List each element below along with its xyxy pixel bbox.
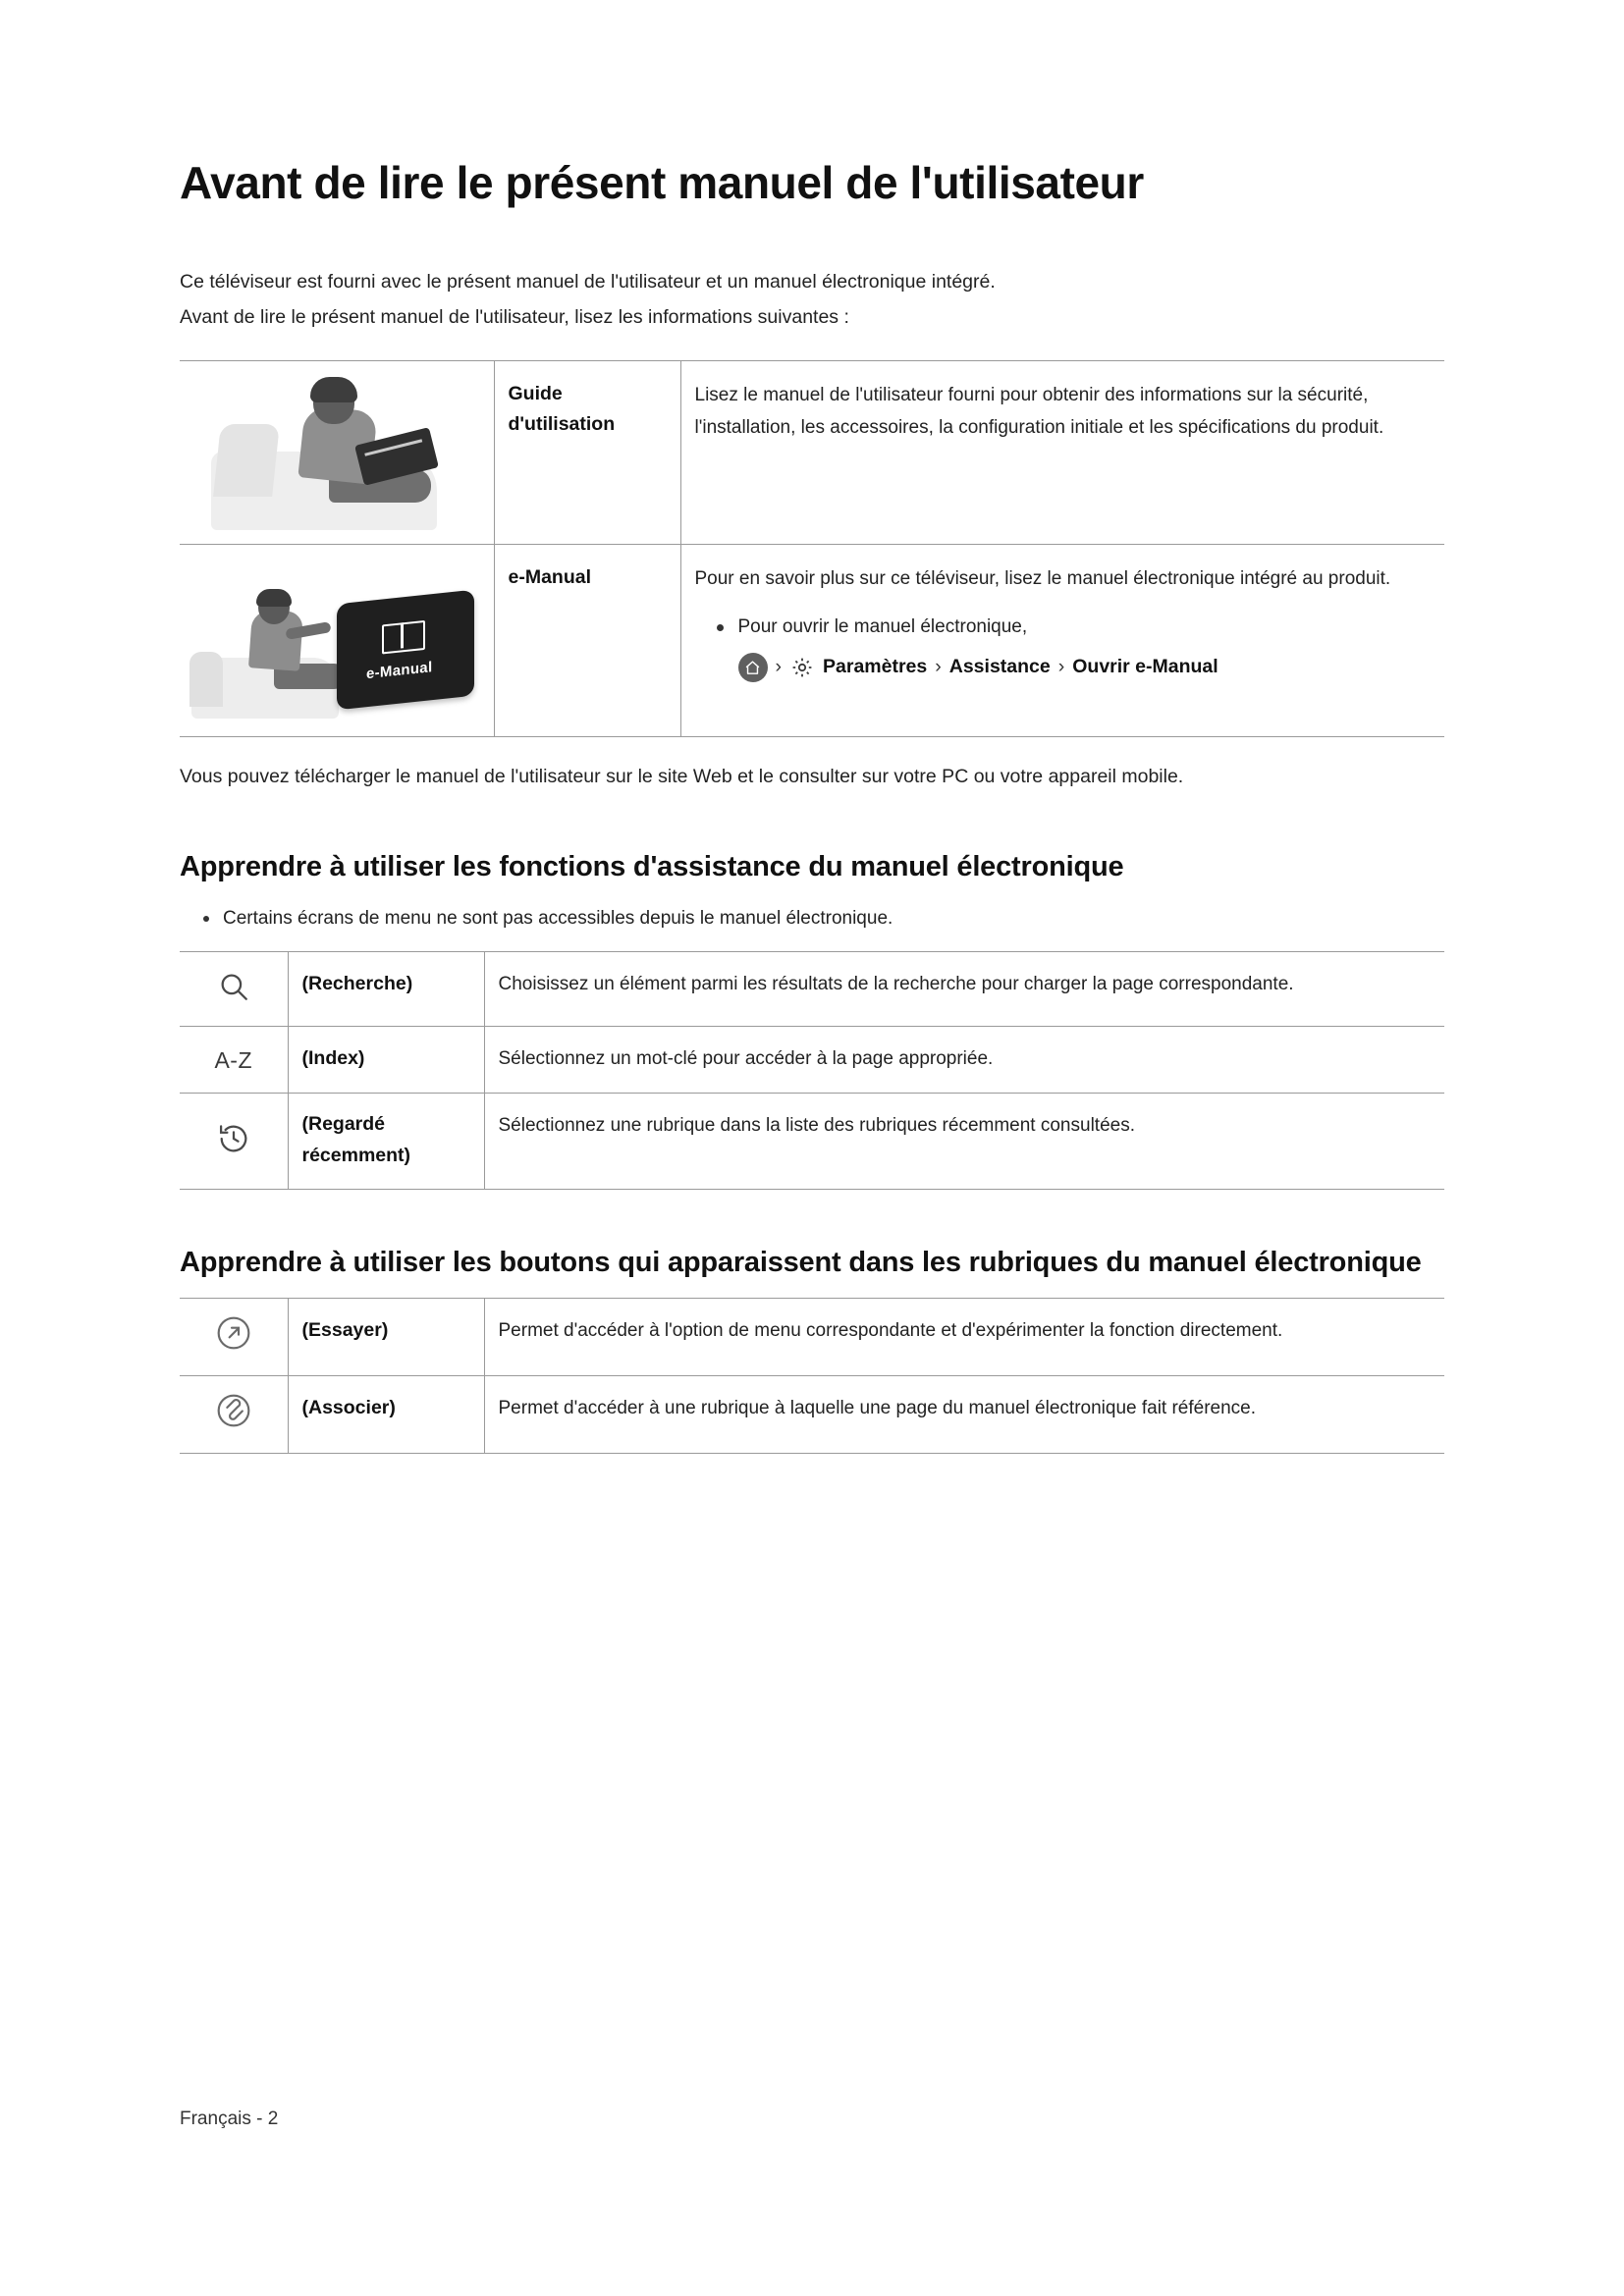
try-label: (Essayer) [301, 1318, 389, 1341]
recent-description-cell: Sélectionnez une rubrique dans la liste des rubriques récemment consultées. [484, 1094, 1444, 1189]
gear-icon [789, 655, 815, 680]
search-icon [211, 964, 256, 1009]
link-icon-cell [180, 1375, 288, 1453]
index-description-cell: Sélectionnez un mot-clé pour accéder à la page appropriée. [484, 1027, 1444, 1094]
topic-buttons-table [180, 1298, 1444, 1455]
download-note: Vous pouvez télécharger le manuel de l'utilisateur sur le site Web et le consulter sur votre PC ou votre appareil mobile. [180, 766, 1184, 788]
try-icon-cell [180, 1298, 288, 1375]
path-separator: › [1057, 656, 1065, 678]
intro-line-1: Ce téléviseur est fourni avec le présent manuel de l'utilisateur et un manuel électronique intégré. [180, 270, 996, 293]
assistance-functions-table [180, 951, 1444, 1190]
page-title: Avant de lire le présent manuel de l'utilisateur [180, 157, 1144, 208]
emanual-description-text: Pour en savoir plus sur ce téléviseur, lisez le manuel électronique intégré au produit. [694, 568, 1391, 590]
table-row [180, 361, 1444, 545]
recent-history-icon [211, 1116, 256, 1161]
table-row [180, 1027, 1444, 1094]
emanual-illustration-cell [180, 545, 494, 737]
search-description-cell: Choisissez un élément parmi les résultats de la recherche pour charger la page correspondante. [484, 951, 1444, 1026]
guide-label-line2: d'utilisation [508, 413, 616, 436]
table-row [180, 1375, 1444, 1453]
list-item: Certains écrans de menu ne sont pas accessibles depuis le manuel électronique. [223, 902, 1446, 935]
emanual-menu-path [738, 650, 1432, 684]
link-paperclip-icon [211, 1388, 256, 1433]
emanual-description-cell [680, 545, 1444, 737]
try-description-cell: Permet d'accéder à l'option de menu correspondante et d'expérimenter la fonction directement. [484, 1298, 1444, 1375]
try-label-cell [288, 1298, 484, 1375]
path-separator: › [775, 656, 782, 678]
emanual-label: e-Manual [508, 566, 592, 589]
link-label: (Associer) [301, 1396, 396, 1418]
intro-paragraph [180, 264, 1446, 335]
path-separator: › [935, 656, 942, 678]
guide-label-line1: Guide [508, 383, 563, 405]
emanual-bullet-text: Pour ouvrir le manuel électronique, [737, 616, 1028, 638]
guide-illustration-cell [180, 361, 494, 545]
search-label: (Recherche) [301, 972, 413, 994]
person-with-remote-emanual-illustration: e-Manual [189, 555, 484, 726]
path-item-parametres: Paramètres [823, 656, 928, 678]
guide-description-cell: Lisez le manuel de l'utilisateur fourni pour obtenir des informations sur la sécurité, l'installation, les accessoires, la configuration initiale et les spécifications du produit. [680, 361, 1444, 545]
section1-bullet-list [180, 902, 1446, 935]
section-heading-assistance: Apprendre à utiliser les fonctions d'assistance du manuel électronique [180, 851, 1124, 883]
table-row [180, 1094, 1444, 1189]
link-description-cell: Permet d'accéder à une rubrique à laquelle une page du manuel électronique fait référence. [484, 1375, 1444, 1453]
intro-line-2: Avant de lire le présent manuel de l'utilisateur, lisez les informations suivantes : [180, 305, 849, 328]
manual-overview-table [180, 360, 1444, 737]
path-item-assistance: Assistance [948, 656, 1051, 678]
index-label: (Index) [301, 1047, 365, 1070]
table-row [180, 1298, 1444, 1375]
page-footer: Français - 2 [180, 2109, 279, 2129]
path-item-ouvrir-emanual: Ouvrir e-Manual [1072, 656, 1218, 678]
index-icon-cell [180, 1027, 288, 1094]
recent-icon-cell [180, 1094, 288, 1189]
table-row [180, 545, 1444, 737]
recent-label-cell [288, 1094, 484, 1189]
link-label-cell [288, 1375, 484, 1453]
list-item [738, 611, 1432, 684]
person-reading-guide-illustration [211, 369, 461, 536]
search-icon-cell [180, 951, 288, 1026]
guide-label-cell [494, 361, 680, 545]
search-label-cell [288, 951, 484, 1026]
recent-label-line2: récemment) [301, 1144, 411, 1166]
home-icon [738, 653, 768, 682]
table-row [180, 951, 1444, 1026]
emanual-label-cell [494, 545, 680, 737]
recent-label-line1: (Regardé [301, 1113, 386, 1136]
section-heading-buttons: Apprendre à utiliser les boutons qui apparaissent dans les rubriques du manuel électronique [180, 1246, 1422, 1278]
index-label-cell [288, 1027, 484, 1094]
emanual-bullet-list [695, 611, 1432, 684]
page-content [180, 157, 1446, 1454]
az-index-icon: A-Z [214, 1046, 253, 1073]
try-now-external-link-icon [211, 1310, 256, 1356]
